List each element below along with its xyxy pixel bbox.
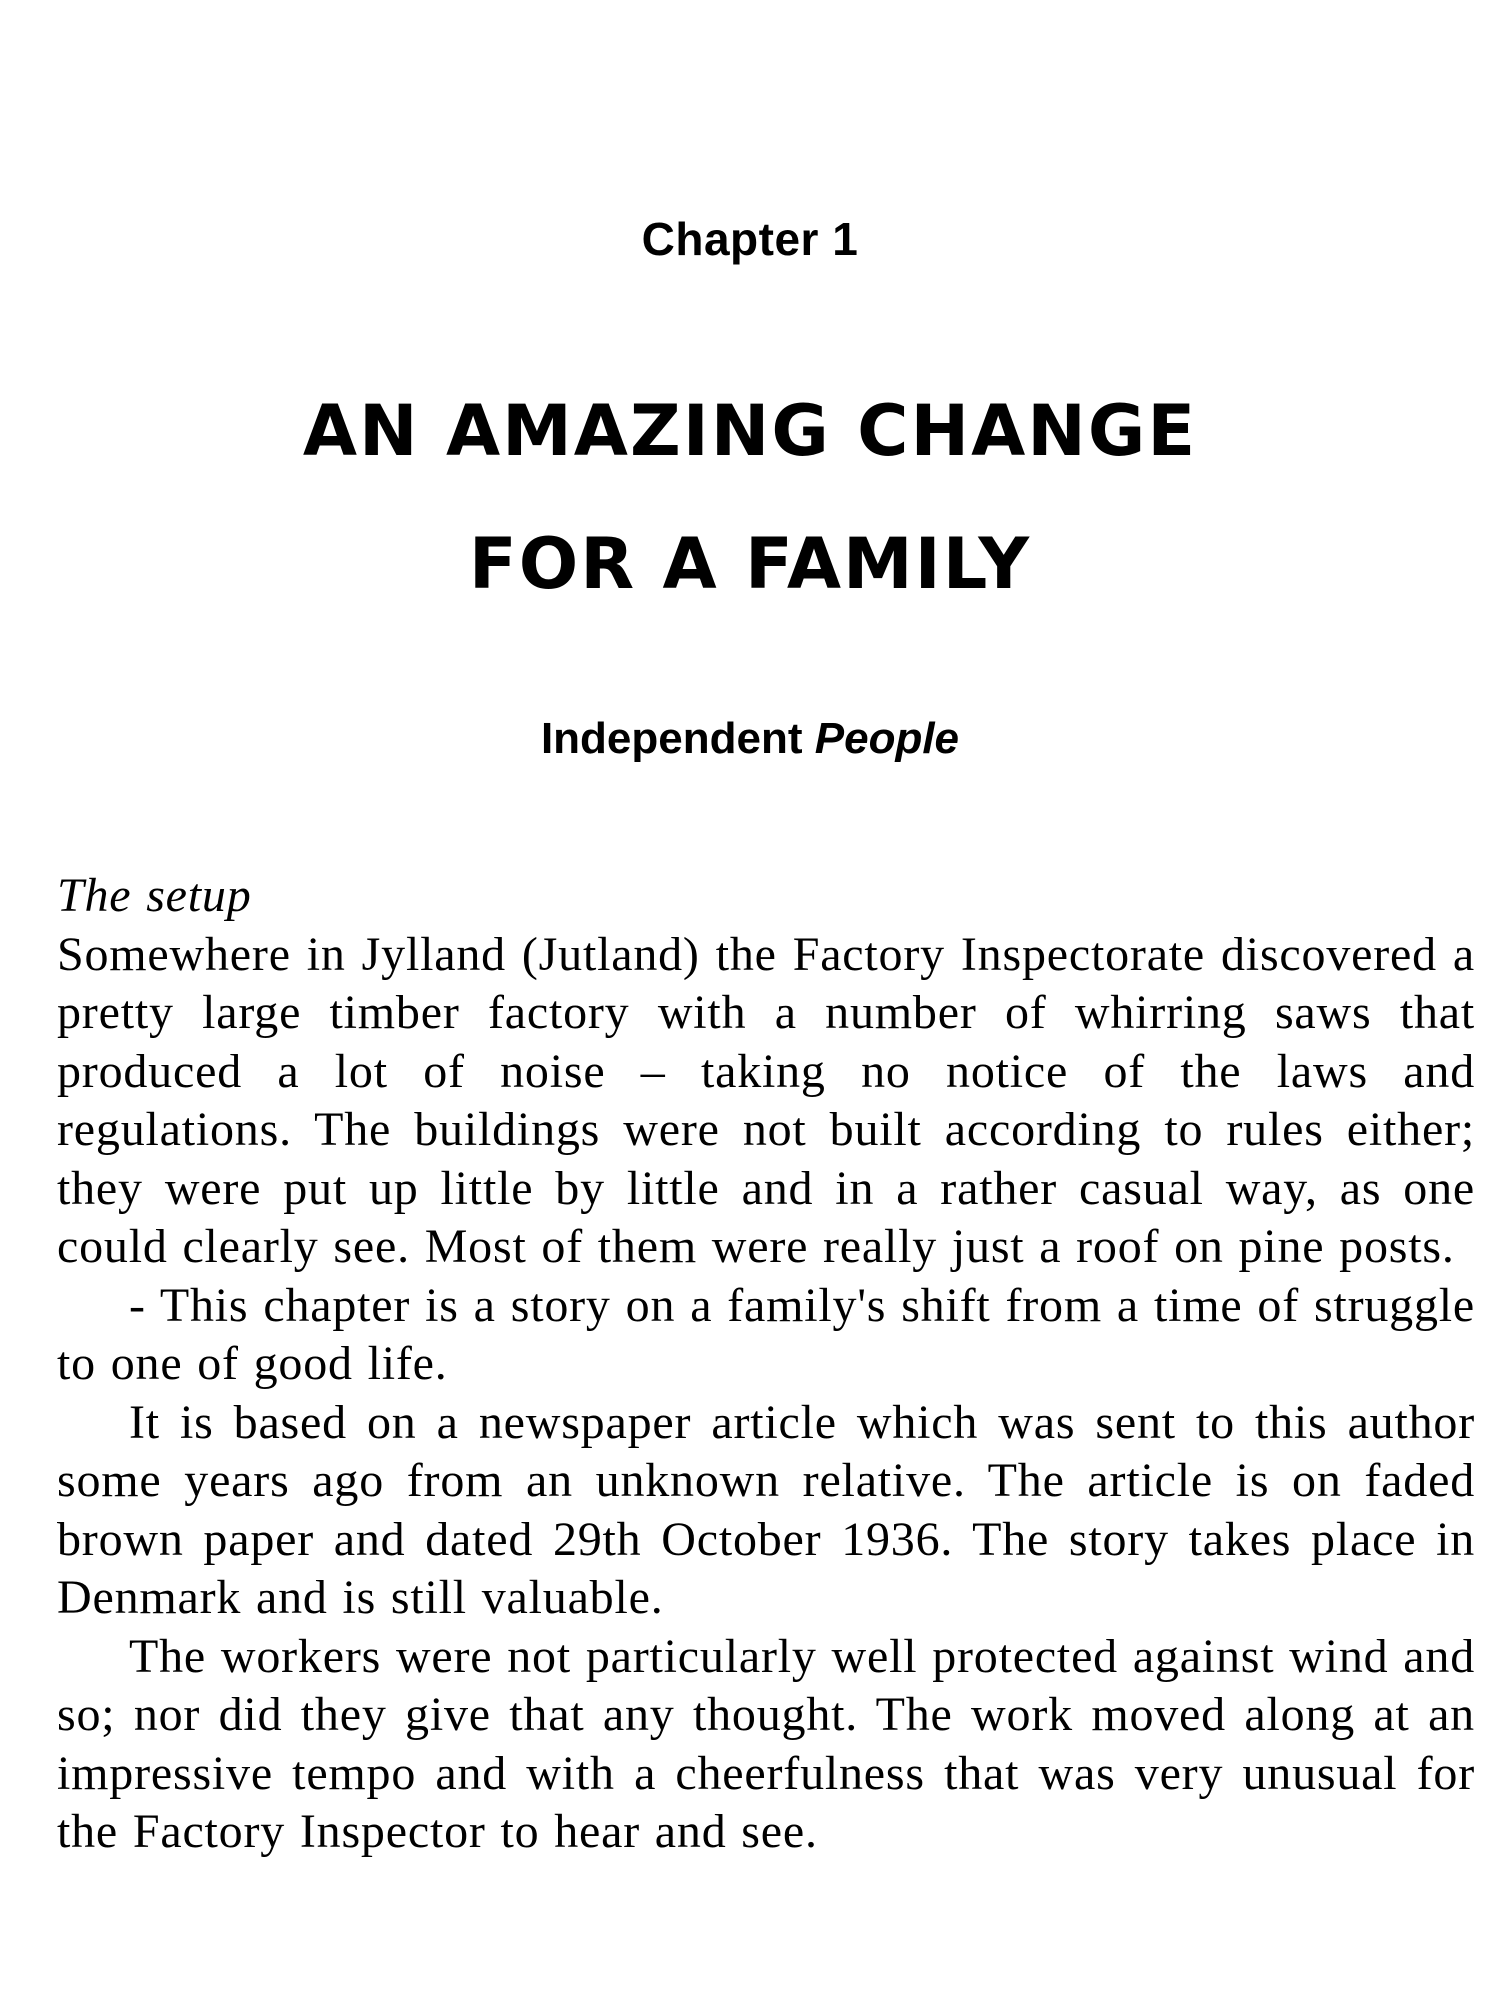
chapter-title-line-1: AN AMAZING CHANGE bbox=[302, 390, 1198, 472]
section-heading-regular: Independent bbox=[540, 714, 803, 763]
section-heading bbox=[0, 714, 1500, 764]
paragraph-2: - This chapter is a story on a family's shift from a time of struggle to one of good life. bbox=[57, 1278, 1475, 1390]
chapter-title-line-2: FOR A FAMILY bbox=[468, 523, 1032, 605]
chapter-label: Chapter 1 bbox=[641, 213, 859, 265]
paragraph-3: It is based on a newspaper article which was sent to this author some years ago from an unknown relative. The article is on faded brown paper and dated 29th October 1936. The story takes place in Denmark and is still valuable. bbox=[57, 1395, 1475, 1624]
setup-label: The setup bbox=[57, 869, 252, 922]
chapter-title bbox=[0, 365, 1500, 631]
body-text bbox=[57, 867, 1475, 1862]
section-heading-italic: People bbox=[814, 714, 960, 763]
paragraph-4: The workers were not particularly well protected against wind and so; nor did they give that any thought. The work moved along at an impressive tempo and with a cheerfulness that was very unusual for the Factory Inspector to hear and see. bbox=[57, 1629, 1475, 1858]
paragraph-1: Somewhere in Jylland (Jutland) the Factory Inspectorate discovered a pretty large timber factory with a number of whirring saws that produced a lot of noise – taking no notice of the laws and regulations. The buildings were not built according to rules either; they were put up little by little and in a rather casual way, as one could clearly see. Most of them were really just a roof on pine posts. bbox=[57, 927, 1475, 1273]
